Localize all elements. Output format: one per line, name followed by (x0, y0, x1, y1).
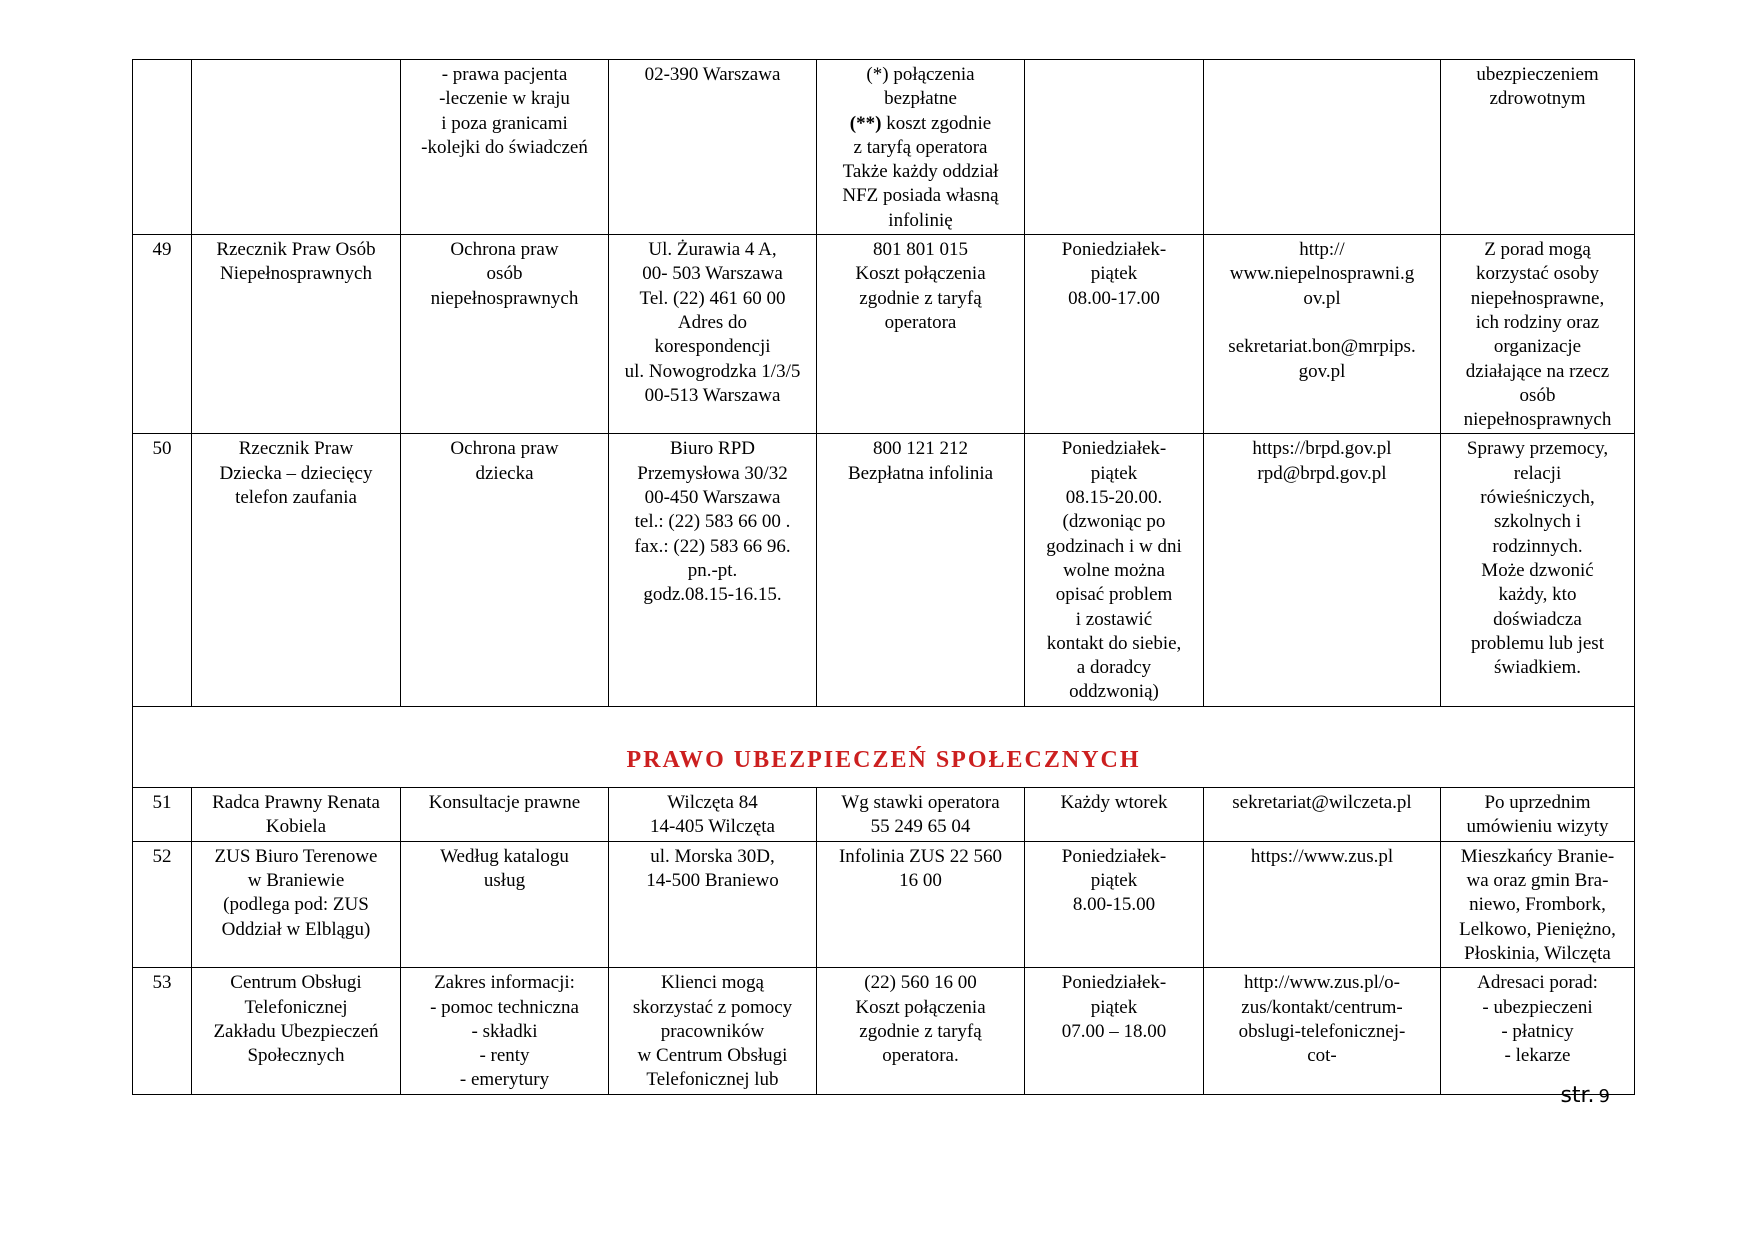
cell-line: każdy, kto (1498, 584, 1577, 606)
cell-line: doświadcza (1493, 608, 1582, 630)
opening-hours (1025, 434, 1204, 706)
cell-line: (podlega pod: ZUS (223, 894, 369, 916)
cell-line: -leczenie w kraju (439, 88, 570, 110)
cell-line: (22) 560 16 00 (864, 972, 977, 994)
cell-line: szkolnych i (1493, 511, 1582, 533)
cell-line: Bezpłatna infolinia (847, 462, 994, 484)
cell-line: fax.: (22) 583 66 96. (634, 535, 791, 557)
phone-info (817, 235, 1025, 434)
phone-info (817, 841, 1025, 967)
scope-of-help (401, 60, 609, 235)
cell-line: umówieniu wizyty (1466, 816, 1609, 838)
page-number: 9 (1598, 1086, 1610, 1107)
scope-of-help (401, 787, 609, 841)
opening-hours (1025, 968, 1204, 1094)
cell-line: Także każdy oddział (842, 161, 999, 183)
cell-line: Ul. Żurawia 4 A, (648, 239, 777, 261)
cell-line: Koszt połączenia (855, 996, 986, 1018)
row-number: 51 (133, 787, 192, 841)
table-row (133, 60, 1635, 235)
row-number: 49 (133, 235, 192, 434)
institutions-table (132, 59, 1635, 1095)
cell-line: piątek (1090, 263, 1138, 285)
cell-line: korespondencji (654, 336, 771, 358)
cell-line: 800 121 212 (873, 438, 968, 460)
cell-line: Koszt połączenia (855, 263, 986, 285)
institution-name (192, 235, 401, 434)
cell-line: usług (483, 870, 526, 892)
cell-line: 00-450 Warszawa (644, 487, 781, 509)
section-title: PRAWO UBEZPIECZEŃ SPOŁECZNYCH (626, 746, 1141, 773)
row-number: 52 (133, 841, 192, 967)
institution-name (192, 60, 401, 235)
notes (1441, 434, 1635, 706)
cell-line: działające na rzecz (1465, 360, 1610, 382)
row-number (133, 60, 192, 235)
cell-line: Oddział w Elblągu) (221, 918, 371, 940)
cell-line: oddzwonią) (1069, 681, 1159, 703)
cell-line: Rzecznik Praw (238, 438, 354, 460)
cell-line: ul. Nowogrodzka 1/3/5 (624, 360, 801, 382)
web-contact (1204, 787, 1441, 841)
section-header-row (133, 706, 1635, 787)
cell-line: Kobiela (265, 816, 327, 838)
cell-line: osób (486, 263, 523, 285)
cell-line: problemu lub jest (1471, 632, 1604, 654)
cell-line: telefon zaufania (235, 487, 357, 509)
cell-line: gov.pl (1298, 360, 1346, 382)
row-number: 53 (133, 968, 192, 1094)
address (609, 434, 817, 706)
cell-line: (*) połączenia (866, 64, 975, 85)
opening-hours (1025, 841, 1204, 967)
table-row (133, 968, 1635, 1094)
cell-line: Wg stawki operatora (841, 791, 1000, 813)
cell-line: NFZ posiada własną (842, 185, 999, 207)
cell-line: w Braniewie (247, 870, 345, 892)
phone-info (817, 787, 1025, 841)
notes (1441, 60, 1635, 235)
cell-line: Radca Prawny Renata (212, 791, 380, 813)
cell-line: -kolejki do świadczeń (421, 136, 588, 158)
cell-line: https://brpd.gov.pl (1252, 438, 1392, 460)
cell-line: zdrowotnym (1489, 88, 1586, 110)
cell-line: 07.00 – 18.00 (1061, 1020, 1167, 1042)
cell-line: 02-390 Warszawa (644, 64, 781, 85)
cell-line: Infolinia ZUS 22 560 (838, 845, 1003, 867)
cell-line: osób (1519, 384, 1556, 406)
notes (1441, 787, 1635, 841)
cell-line: - płatnicy (1501, 1020, 1574, 1042)
cell-line: Poniedziałek- (1061, 239, 1167, 261)
cell-line: Przemysłowa 30/32 (637, 462, 788, 484)
cell-line: godzinach i w dni (1046, 535, 1182, 557)
cell-line: dziecka (475, 462, 534, 484)
cell-line: świadkiem. (1493, 657, 1582, 679)
cell-line: pn.-pt. (687, 559, 738, 581)
cell-line: godz.08.15-16.15. (643, 584, 782, 606)
cell-line: zus/kontakt/centrum- (1241, 996, 1403, 1018)
web-contact (1204, 841, 1441, 967)
cell-line: bezpłatne (884, 88, 957, 110)
cell-line: 8.00-15.00 (1072, 894, 1156, 916)
institution-name (192, 434, 401, 706)
web-contact (1204, 235, 1441, 434)
cell-line: rpd@brpd.gov.pl (1257, 462, 1387, 484)
cell-line: niepełnosprawne, (1470, 287, 1605, 309)
cell-line (1206, 311, 1438, 335)
cell-line: Poniedziałek- (1061, 972, 1167, 994)
cell-line: w Centrum Obsługi (637, 1045, 788, 1067)
cell-line: 08.00-17.00 (1068, 287, 1160, 309)
table-row (133, 434, 1635, 706)
cell-line: 00- 503 Warszawa (642, 263, 783, 285)
table-row (133, 787, 1635, 841)
notes (1441, 968, 1635, 1094)
cell-line: Ochrona praw (450, 239, 559, 261)
phone-info (817, 434, 1025, 706)
cell-line: Adres do (677, 311, 748, 333)
row-number: 50 (133, 434, 192, 706)
cell-line: ich rodziny oraz (1475, 311, 1600, 333)
cell-line: Może dzwonić (1481, 559, 1594, 581)
cell-line: piątek (1090, 870, 1138, 892)
cell-line: - składki (471, 1020, 538, 1042)
cell-line: Biuro RPD (670, 438, 755, 460)
notes (1441, 841, 1635, 967)
cell-line: niepełnosprawnych (1463, 409, 1612, 431)
cell-line: niewo, Frombork, (1469, 894, 1606, 916)
cell-line: 55 249 65 04 (870, 816, 971, 838)
cell-line: Dziecka – dziecięcy (219, 462, 373, 484)
cell-line: organizacje (1493, 336, 1582, 358)
table-row (133, 841, 1635, 967)
cell-line: rówieśniczych, (1480, 487, 1595, 509)
cell-line: skorzystać z pomocy (632, 996, 793, 1018)
scope-of-help (401, 968, 609, 1094)
opening-hours (1025, 60, 1204, 235)
notes (1441, 235, 1635, 434)
cell-line: ubezpieczeniem (1476, 64, 1599, 85)
cell-line: wolne można (1063, 559, 1165, 581)
cell-line: a doradcy (1076, 657, 1152, 679)
page-label: str. (1560, 1083, 1595, 1108)
cell-line: niepełnosprawnych (430, 287, 579, 309)
cell-line: 801 801 015 (873, 239, 968, 261)
cell-line: zgodnie z taryfą (859, 1020, 982, 1042)
cell-line: zgodnie z taryfą (859, 287, 982, 309)
cell-line: sekretariat.bon@mrpips. (1228, 336, 1416, 358)
cell-line: cot- (1307, 1045, 1337, 1067)
cell-line: 14-405 Wilczęta (650, 816, 775, 838)
cell-line: rodzinnych. (1492, 535, 1583, 557)
cell-line: Lelkowo, Pieniężno, (1459, 918, 1616, 940)
opening-hours (1025, 787, 1204, 841)
table-row (133, 235, 1635, 434)
cell-line: Płoskinia, Wilczęta (1464, 942, 1611, 964)
cell-line: Klienci mogą (661, 972, 764, 994)
cell-line: i poza granicami (441, 112, 568, 134)
cell-line: - ubezpieczeni (1482, 996, 1593, 1018)
cell-line: Konsultacje prawne (428, 791, 581, 813)
cell-line: Każdy wtorek (1060, 791, 1168, 813)
cell-line: Wilczęta 84 (667, 791, 758, 813)
scope-of-help (401, 434, 609, 706)
web-contact (1204, 434, 1441, 706)
cell-line: (**) koszt zgodnie (849, 112, 992, 134)
cell-line: piątek (1090, 462, 1138, 484)
institution-name (192, 968, 401, 1094)
cell-line: Po uprzednim (1484, 791, 1591, 813)
cell-line: https://www.zus.pl (1250, 845, 1394, 867)
cell-line: ul. Morska 30D, (650, 845, 775, 867)
address (609, 841, 817, 967)
address (609, 968, 817, 1094)
cell-line: piątek (1090, 996, 1138, 1018)
scope-of-help (401, 841, 609, 967)
cell-line: Zakładu Ubezpieczeń (213, 1020, 379, 1042)
cell-line: 16 00 (899, 870, 942, 892)
cell-line: sekretariat@wilczeta.pl (1232, 791, 1412, 813)
cell-line: - lekarze (1504, 1045, 1571, 1067)
web-contact (1204, 60, 1441, 235)
opening-hours (1025, 235, 1204, 434)
institution-name (192, 787, 401, 841)
institution-name (192, 841, 401, 967)
cell-line: infolinię (888, 209, 953, 231)
web-contact (1204, 968, 1441, 1094)
cell-line: Zakres informacji: (434, 972, 575, 994)
cell-line: Telefonicznej lub (646, 1069, 779, 1091)
cell-line: wa oraz gmin Bra- (1466, 870, 1609, 892)
cell-line: Rzecznik Praw Osób (216, 239, 376, 261)
phone-info (817, 60, 1025, 235)
cell-line: - emerytury (459, 1069, 550, 1091)
cell-line: http:// (1299, 239, 1345, 261)
cell-line: operatora (884, 311, 957, 333)
cell-line: 14-500 Braniewo (646, 870, 779, 892)
cell-line: ov.pl (1303, 287, 1341, 309)
cell-line: Poniedziałek- (1061, 438, 1167, 460)
cell-line: kontakt do siebie, (1046, 632, 1182, 654)
cell-line: Z porad mogą (1484, 239, 1591, 261)
cell-line: (dzwoniąc po (1062, 511, 1166, 533)
cell-line: 08.15-20.00. (1065, 487, 1163, 509)
phone-info (817, 968, 1025, 1094)
address (609, 60, 817, 235)
cell-line: ZUS Biuro Terenowe (214, 845, 378, 867)
scope-of-help (401, 235, 609, 434)
cell-line: relacji (1513, 462, 1562, 484)
page-footer (1560, 1083, 1610, 1108)
cell-line: Tel. (22) 461 60 00 (639, 287, 786, 309)
cell-line: operatora. (882, 1045, 959, 1067)
cell-line: Sprawy przemocy, (1466, 438, 1609, 460)
section-cell (133, 706, 1635, 787)
cell-line: z taryfą operatora (853, 136, 988, 158)
cell-line: www.niepelnosprawni.g (1229, 263, 1415, 285)
cell-line: Telefonicznej (244, 996, 348, 1018)
cell-line: 00-513 Warszawa (644, 384, 781, 406)
cell-line: Mieszkańcy Branie- (1460, 845, 1615, 867)
cell-line: pracowników (660, 1020, 765, 1042)
cell-line: tel.: (22) 583 66 00 . (634, 511, 791, 533)
cell-line: i zostawić (1075, 608, 1153, 630)
cell-line: Społecznych (247, 1045, 345, 1067)
cell-line: obslugi-telefonicznej- (1238, 1020, 1406, 1042)
cell-line: - renty (479, 1045, 530, 1067)
cell-line: - prawa pacjenta (441, 64, 568, 85)
cell-line: http://www.zus.pl/o- (1243, 972, 1401, 994)
cell-line: - pomoc techniczna (430, 996, 579, 1018)
cell-line: Według katalogu (440, 845, 569, 867)
cell-line: Niepełnosprawnych (220, 263, 372, 285)
address (609, 787, 817, 841)
cell-line: korzystać osoby (1476, 263, 1599, 285)
cell-line: Centrum Obsługi (230, 972, 362, 994)
cell-line: opisać problem (1055, 584, 1173, 606)
address (609, 235, 817, 434)
cell-line: Ochrona praw (450, 438, 559, 460)
cell-line: Poniedziałek- (1061, 845, 1167, 867)
cell-line: Adresaci porad: (1477, 972, 1598, 994)
